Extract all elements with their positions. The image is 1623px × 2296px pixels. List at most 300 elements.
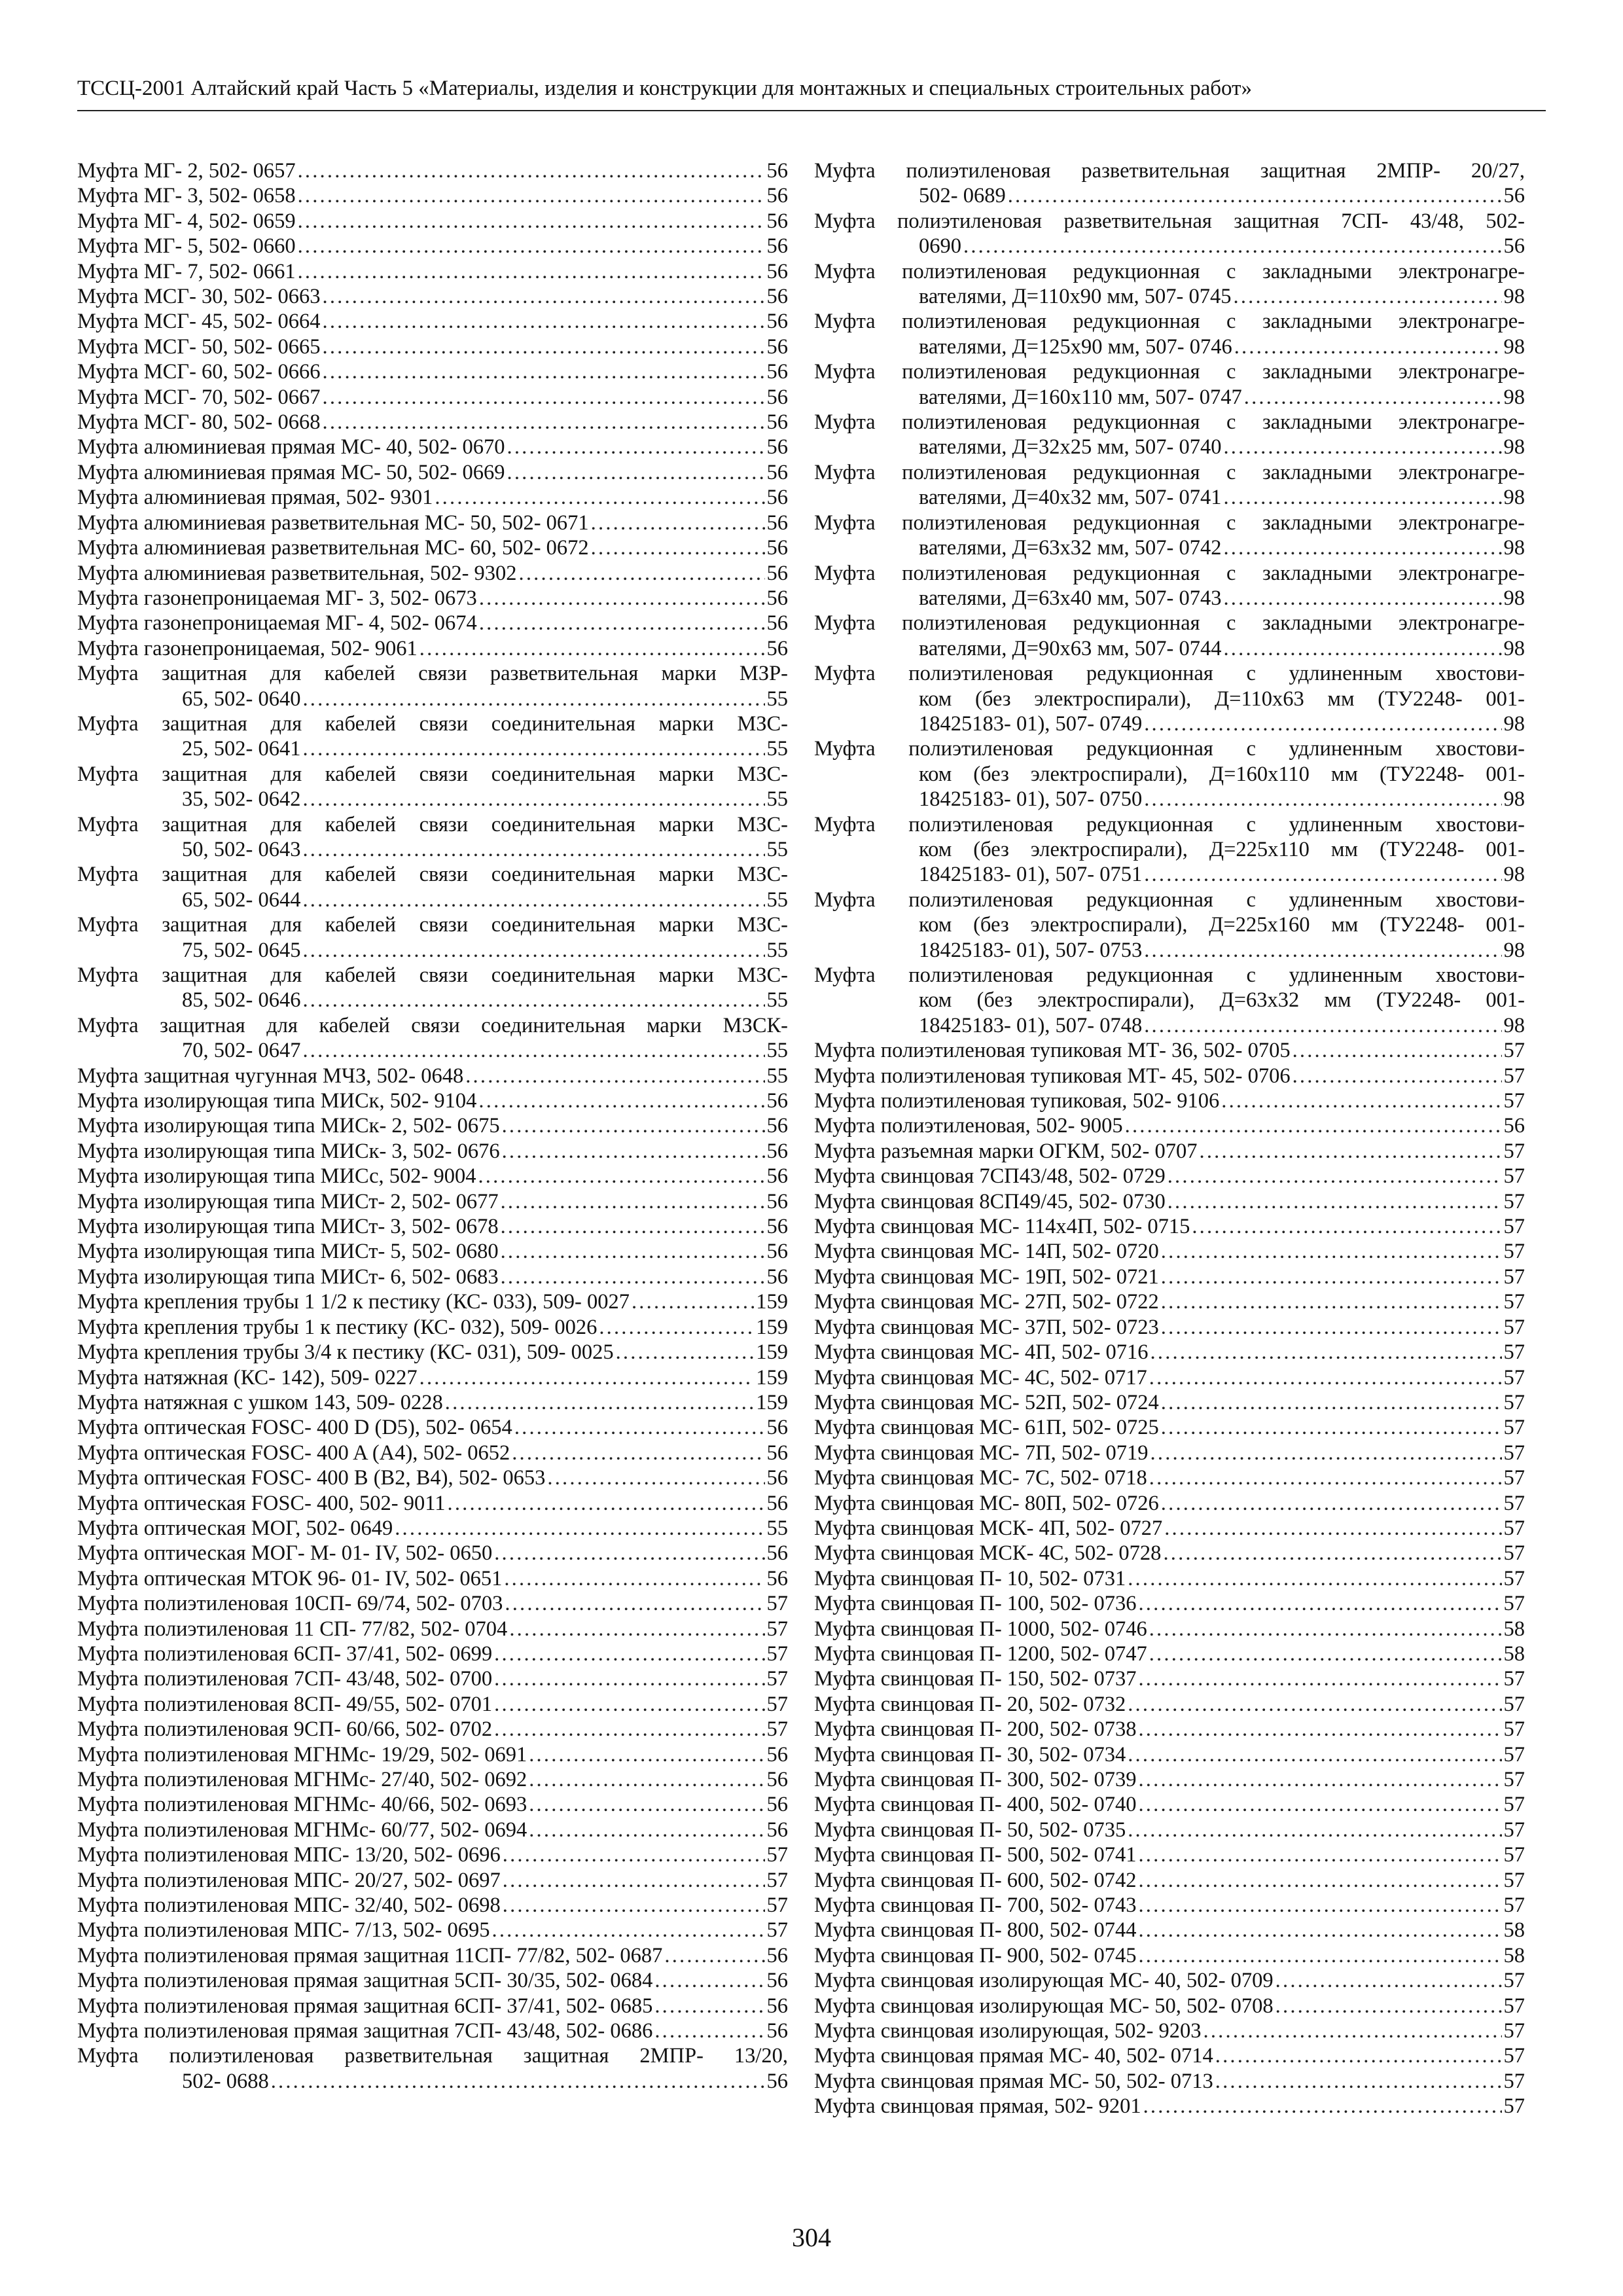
entry-text: Муфта МСГ- 60, 502- 0666 [77, 360, 321, 384]
entry-page-ref: 56 [766, 536, 788, 560]
entry-text: Муфта полиэтиленовая редукционная с удлиненным хвостови- [814, 662, 1525, 686]
index-entry [814, 1239, 1525, 1264]
entry-page-ref: 56 [766, 1541, 788, 1566]
index-entry [814, 1868, 1525, 1893]
index-entry [77, 1088, 788, 1113]
dot-leader [302, 938, 764, 963]
entry-text: Муфта газонепроницаемая, 502- 9061 [77, 636, 418, 660]
entry-page-ref: 57 [1503, 1441, 1525, 1465]
entry-page-ref: 56 [766, 1742, 788, 1767]
entry-text: Муфта алюминиевая прямая МС- 50, 502- 0669 [77, 460, 505, 484]
dot-leader [664, 1943, 764, 1968]
index-entry [77, 1265, 788, 1289]
dot-leader [1234, 334, 1502, 359]
entry-text: ком (без электроспирали), Д=110х63 мм (ТУ2248- 001- [919, 687, 1525, 711]
entry-page-ref: 56 [766, 1793, 788, 1817]
entry-page-ref: 55 [766, 737, 788, 761]
entry-page-ref: 57 [1503, 1592, 1525, 1616]
dot-leader [323, 385, 765, 410]
entry-text: Муфта МГ- 2, 502- 0657 [77, 159, 296, 183]
entry-page-ref: 57 [1503, 1416, 1525, 1440]
entry-page-ref: 98 [1503, 586, 1525, 610]
entry-text: Муфта полиэтиленовая 11 СП- 77/82, 502- 0704 [77, 1617, 508, 1641]
entry-text: Муфта защитная для кабелей связи соединительная марки МЗСК- [77, 1013, 788, 1037]
dot-leader [1204, 2018, 1502, 2043]
entry-text: Муфта свинцовая П- 400, 502- 0740 [814, 1793, 1137, 1817]
dot-leader [1150, 1441, 1502, 1465]
index-entry [77, 1918, 788, 1943]
entry-text: Муфта защитная для кабелей связи соединительная марки МЗС- [77, 863, 788, 887]
entry-page-ref: 98 [1503, 334, 1525, 359]
entry-text: Муфта изолирующая типа МИСт- 5, 502- 0680 [77, 1240, 499, 1264]
entry-page-ref: 57 [1503, 1315, 1525, 1339]
entry-text: Муфта защитная чугунная МЧЗ, 502- 0648 [77, 1064, 464, 1088]
index-entry [77, 1365, 788, 1390]
dot-leader [1223, 435, 1501, 459]
dot-leader [591, 535, 765, 560]
entry-text: Муфта полиэтиленовая редукционная с закладными электронагре- [814, 611, 1525, 636]
index-entry [814, 1289, 1525, 1314]
entry-text: Муфта защитная для кабелей связи соединительная марки МЗС- [77, 762, 788, 786]
entry-page-ref: 57 [1503, 1541, 1525, 1566]
dot-leader [302, 888, 764, 912]
index-entry [77, 1641, 788, 1666]
entry-page-ref: 57 [1503, 1390, 1525, 1414]
entry-page-ref: 56 [766, 561, 788, 585]
entry-text: Муфта свинцовая изолирующая, 502- 9203 [814, 2019, 1202, 2043]
index-entry [814, 1692, 1525, 1717]
entry-text: 18425183- 01), 507- 0751 [919, 863, 1143, 887]
entry-page-ref: 55 [766, 888, 788, 912]
index-entry [77, 1591, 788, 1616]
entry-page-ref: 57 [1503, 1039, 1525, 1063]
index-entry [814, 1541, 1525, 1566]
entry-text: Муфта разъемная марки ОГКМ, 502- 0707 [814, 1139, 1198, 1163]
dot-leader [302, 787, 764, 812]
dot-leader [494, 1666, 764, 1691]
entry-text: ком (без электроспирали), Д=225х160 мм (ТУ2248- 001- [919, 913, 1525, 937]
entry-text: Муфта полиэтиленовая редукционная с удлиненным хвостови- [814, 737, 1525, 761]
dot-leader [529, 1742, 764, 1767]
entry-page-ref: 57 [1503, 2069, 1525, 2093]
entry-page-ref: 159 [756, 1315, 788, 1339]
entry-text: Муфта защитная для кабелей связи соединительная марки МЗС- [77, 812, 788, 836]
dot-leader [302, 736, 764, 761]
entry-text: Муфта полиэтиленовая редукционная с закладными электронагре- [814, 259, 1525, 283]
entry-page-ref: 57 [1503, 2044, 1525, 2068]
entry-text: Муфта оптическая МТОК 96- 01- IV, 502- 0651 [77, 1566, 503, 1590]
entry-text: Муфта полиэтиленовая 10СП- 69/74, 502- 0703 [77, 1592, 503, 1616]
dot-leader [654, 2018, 764, 2043]
dot-leader [298, 234, 765, 259]
dot-leader [632, 1289, 754, 1314]
entry-page-ref: 57 [1503, 2094, 1525, 2119]
index-entry [77, 2018, 788, 2043]
entry-page-ref: 56 [766, 636, 788, 660]
dot-leader [1143, 2094, 1502, 2119]
dot-leader [1138, 1792, 1501, 1817]
dot-leader [1144, 1013, 1501, 1038]
dot-leader [1293, 1038, 1502, 1063]
entry-page-ref: 57 [1503, 1466, 1525, 1490]
entry-page-ref: 56 [766, 1943, 788, 1967]
index-entry [77, 1113, 788, 1138]
entry-text: 0690 [919, 234, 961, 259]
entry-page-ref: 98 [1503, 486, 1525, 510]
entry-text: Муфта полиэтиленовая МГНМс- 27/40, 502- 0692 [77, 1768, 527, 1791]
dot-leader [419, 1365, 755, 1390]
entry-text: Муфта свинцовая П- 500, 502- 0741 [814, 1843, 1137, 1867]
entry-text: Муфта свинцовая МС- 4П, 502- 0716 [814, 1340, 1149, 1365]
entry-page-ref: 56 [766, 184, 788, 208]
entry-text: Муфта свинцовая П- 600, 502- 0742 [814, 1868, 1137, 1892]
entry-page-ref: 56 [766, 586, 788, 610]
index-entry [814, 1792, 1525, 1817]
entry-text: Муфта свинцовая П- 900, 502- 0745 [814, 1943, 1137, 1967]
index-entry [814, 1340, 1525, 1365]
entry-page-ref: 159 [756, 1340, 788, 1365]
dot-leader [1149, 1365, 1502, 1390]
entry-page-ref: 57 [766, 1893, 788, 1918]
index-entry [814, 1516, 1525, 1541]
entry-text: Муфта оптическая FOSC- 400 D (D5), 502- 0654 [77, 1416, 512, 1440]
index-entry [77, 1742, 788, 1767]
dot-leader [1128, 1818, 1501, 1842]
entry-page-ref: 56 [766, 1491, 788, 1515]
dot-leader [494, 1641, 764, 1666]
entry-text: Муфта алюминиевая разветвительная МС- 50, 502- 0671 [77, 511, 589, 535]
entry-page-ref: 58 [1503, 1943, 1525, 1967]
entry-text: 502- 0689 [919, 184, 1006, 208]
dot-leader [1161, 1415, 1502, 1440]
dot-leader [1161, 1265, 1502, 1289]
entry-text: 18425183- 01), 507- 0750 [919, 787, 1143, 812]
index-entry [814, 1591, 1525, 1616]
entry-text: Муфта свинцовая МС- 4С, 502- 0717 [814, 1365, 1147, 1390]
entry-text: Муфта оптическая FOSC- 400 B (B2, B4), 502- 0653 [77, 1466, 546, 1490]
index-entry [77, 309, 788, 334]
entry-text: ком (без электроспирали), Д=160х110 мм (ТУ2248- 001- [919, 762, 1525, 786]
entry-text: Муфта полиэтиленовая разветвительная защитная 2МПР- 20/27, [814, 159, 1525, 183]
entry-page-ref: 57 [766, 1843, 788, 1867]
entry-text: Муфта крепления трубы 1 к пестику (КС- 032), 509- 0026 [77, 1315, 597, 1339]
dot-leader [1168, 1164, 1502, 1189]
dot-leader [1223, 586, 1501, 611]
dot-leader [1223, 636, 1501, 661]
entry-page-ref: 56 [766, 385, 788, 409]
entry-text: Муфта МСГ- 30, 502- 0663 [77, 285, 321, 309]
entry-text: Муфта крепления трубы 1 1/2 к пестику (КС- 033), 509- 0027 [77, 1290, 630, 1314]
entry-text: вателями, Д=125х90 мм, 507- 0746 [919, 334, 1232, 359]
dot-leader [445, 1390, 754, 1415]
entry-text: 18425183- 01), 507- 0749 [919, 711, 1143, 736]
entry-page-ref: 56 [766, 360, 788, 384]
entry-text: Муфта изолирующая типа МИСк- 3, 502- 0676 [77, 1139, 500, 1163]
dot-leader [1275, 1968, 1502, 1993]
dot-leader [298, 158, 765, 183]
entry-page-ref: 56 [1503, 184, 1525, 208]
index-entry [77, 1340, 788, 1365]
index-entry [814, 1189, 1525, 1214]
dot-leader [479, 611, 765, 636]
entry-page-ref: 57 [1503, 1868, 1525, 1892]
entry-text: ком (без электроспирали), Д=225х110 мм (ТУ2248- 001- [919, 837, 1525, 861]
entry-text: Муфта полиэтиленовая редукционная с закладными электронагре- [814, 511, 1525, 535]
entry-text: 35, 502- 0642 [182, 787, 301, 812]
entry-text: Муфта свинцовая прямая МС- 50, 502- 0713 [814, 2069, 1213, 2093]
dot-leader [323, 284, 765, 309]
entry-page-ref: 57 [1503, 1516, 1525, 1540]
dot-leader [298, 209, 765, 234]
entry-page-ref: 57 [1503, 1843, 1525, 1867]
index-entry [814, 1842, 1525, 1867]
index-entry [77, 1566, 788, 1591]
entry-text: вателями, Д=160х110 мм, 507- 0747 [919, 385, 1242, 409]
entry-text: Муфта полиэтиленовая 6СП- 37/41, 502- 0699 [77, 1641, 493, 1666]
entry-text: Муфта алюминиевая прямая МС- 40, 502- 0670 [77, 435, 505, 459]
entry-text: Муфта изолирующая типа МИСт- 2, 502- 0677 [77, 1189, 499, 1213]
index-entry [814, 611, 1525, 661]
dot-leader [503, 1842, 765, 1867]
entry-text: Муфта защитная для кабелей связи соединительная марки МЗС- [77, 913, 788, 937]
dot-leader [1149, 1641, 1502, 1666]
entry-page-ref: 55 [766, 938, 788, 962]
entry-text: Муфта изолирующая типа МИСс, 502- 9004 [77, 1164, 476, 1189]
entry-text: Муфта защитная для кабелей связи соединительная марки МЗС- [77, 711, 788, 736]
entry-page-ref: 56 [766, 1818, 788, 1842]
index-entry [814, 1666, 1525, 1691]
dot-leader [1138, 1591, 1501, 1616]
entry-page-ref: 56 [766, 259, 788, 283]
entry-text: Муфта алюминиевая разветвительная, 502- 9302 [77, 561, 517, 585]
dot-leader [1138, 1943, 1501, 1968]
dot-leader [507, 460, 765, 485]
index-entry [77, 1441, 788, 1465]
entry-text: Муфта защитная для кабелей связи соединительная марки МЗС- [77, 963, 788, 987]
index-entry [814, 1415, 1525, 1440]
entry-text: Муфта свинцовая МС- 61П, 502- 0725 [814, 1416, 1159, 1440]
entry-text: Муфта МГ- 4, 502- 0659 [77, 209, 296, 233]
entry-page-ref: 57 [1503, 1566, 1525, 1590]
entry-page-ref: 57 [1503, 1064, 1525, 1088]
dot-leader [519, 561, 765, 586]
index-entry [814, 561, 1525, 611]
entry-page-ref: 57 [1503, 1793, 1525, 1817]
dot-leader [502, 1139, 765, 1164]
index-entry [77, 2043, 788, 2094]
dot-leader [1161, 1289, 1502, 1314]
entry-page-ref: 159 [756, 1365, 788, 1390]
entry-text: Муфта свинцовая МС- 7С, 502- 0718 [814, 1466, 1147, 1490]
index-entry [77, 1139, 788, 1164]
dot-leader [1215, 2069, 1502, 2094]
entry-page-ref: 56 [766, 1994, 788, 2018]
index-entry [77, 1516, 788, 1541]
index-entry [814, 2069, 1525, 2094]
index-entry [77, 1893, 788, 1918]
dot-leader [501, 1214, 765, 1239]
entry-text: Муфта свинцовая П- 100, 502- 0736 [814, 1592, 1137, 1616]
dot-leader [1161, 1315, 1502, 1340]
entry-page-ref: 98 [1503, 536, 1525, 560]
entry-page-ref: 56 [766, 209, 788, 233]
index-entry [814, 309, 1525, 359]
index-entry [77, 284, 788, 309]
entry-text: Муфта свинцовая П- 20, 502- 0732 [814, 1692, 1126, 1716]
entry-page-ref: 56 [766, 1416, 788, 1440]
index-entry [77, 561, 788, 586]
entry-page-ref: 56 [766, 1466, 788, 1490]
index-entry [77, 511, 788, 535]
index-entry [814, 158, 1525, 209]
dot-leader [501, 1265, 765, 1289]
index-entry [77, 636, 788, 661]
entry-text: Муфта МГ- 3, 502- 0658 [77, 184, 296, 208]
entry-text: Муфта полиэтиленовая редукционная с закладными электронагре- [814, 460, 1525, 484]
index-column-left [77, 158, 788, 2094]
entry-text: Муфта свинцовая МС- 14П, 502- 0720 [814, 1240, 1159, 1264]
entry-page-ref: 57 [1503, 1189, 1525, 1213]
index-entry [814, 1214, 1525, 1239]
entry-text: Муфта свинцовая МСК- 4С, 502- 0728 [814, 1541, 1162, 1566]
entry-text: Муфта свинцовая 7СП43/48, 502- 0729 [814, 1164, 1166, 1189]
index-entry [77, 586, 788, 611]
dot-leader [505, 1591, 764, 1616]
index-entry [814, 1818, 1525, 1842]
entry-page-ref: 98 [1503, 636, 1525, 660]
index-entry [814, 1566, 1525, 1591]
entry-text: Муфта алюминиевая прямая, 502- 9301 [77, 486, 433, 510]
index-entry [77, 1415, 788, 1440]
entry-text: вателями, Д=90х63 мм, 507- 0744 [919, 636, 1222, 660]
entry-text: Муфта свинцовая МС- 80П, 502- 0726 [814, 1491, 1159, 1515]
entry-text: ком (без электроспирали), Д=63х32 мм (ТУ2248- 001- [919, 988, 1525, 1013]
index-entry [77, 1617, 788, 1641]
dot-leader [1125, 1113, 1502, 1138]
index-entry [814, 2094, 1525, 2119]
entry-text: 85, 502- 0646 [182, 988, 301, 1013]
entry-text: вателями, Д=63х40 мм, 507- 0743 [919, 586, 1222, 610]
dot-leader [503, 1893, 765, 1918]
dot-leader [1163, 1541, 1501, 1566]
entry-page-ref: 57 [766, 1641, 788, 1666]
dot-leader [514, 1415, 765, 1440]
entry-page-ref: 56 [1503, 1114, 1525, 1138]
entry-text: Муфта оптическая FOSC- 400 A (A4), 502- 0652 [77, 1441, 510, 1465]
dot-leader [323, 309, 765, 334]
entry-text: Муфта свинцовая П- 30, 502- 0734 [814, 1742, 1126, 1767]
entry-page-ref: 55 [766, 1039, 788, 1063]
index-entry [814, 1441, 1525, 1465]
dot-leader [492, 1918, 765, 1943]
dot-leader [1168, 1189, 1502, 1214]
dot-leader [512, 1441, 764, 1465]
index-column-right [814, 158, 1525, 2119]
dot-leader [1149, 1617, 1502, 1641]
entry-page-ref: 56 [766, 2069, 788, 2093]
entry-text: 65, 502- 0640 [182, 687, 301, 711]
index-entry [814, 1918, 1525, 1943]
dot-leader [1234, 284, 1502, 309]
entry-text: Муфта полиэтиленовая тупиковая, 502- 9106 [814, 1089, 1220, 1113]
index-entry [77, 158, 788, 183]
dot-leader [1161, 1239, 1502, 1264]
entry-page-ref: 57 [766, 1717, 788, 1742]
index-entry [77, 1315, 788, 1340]
entry-text: Муфта свинцовая изолирующая МС- 50, 502- 0708 [814, 1994, 1274, 2018]
entry-page-ref: 56 [766, 611, 788, 636]
entry-page-ref: 57 [1503, 1491, 1525, 1515]
entry-text: Муфта свинцовая МС- 19П, 502- 0721 [814, 1265, 1159, 1289]
entry-page-ref: 98 [1503, 1013, 1525, 1037]
dot-leader [302, 988, 764, 1013]
entry-text: Муфта полиэтиленовая редукционная с закладными электронагре- [814, 561, 1525, 585]
entry-page-ref: 55 [766, 787, 788, 812]
entry-text: Муфта полиэтиленовая редукционная с удлиненным хвостови- [814, 888, 1525, 912]
index-entry [814, 460, 1525, 511]
entry-text: Муфта полиэтиленовая МГНМс- 19/29, 502- 0691 [77, 1742, 527, 1767]
entry-page-ref: 55 [766, 837, 788, 861]
dot-leader [302, 837, 764, 862]
dot-leader [1223, 485, 1501, 510]
entry-page-ref: 57 [1503, 1240, 1525, 1264]
index-entry [814, 1390, 1525, 1415]
entry-text: Муфта полиэтиленовая прямая защитная 11СП- 77/82, 502- 0687 [77, 1943, 663, 1967]
entry-text: Муфта свинцовая П- 150, 502- 0737 [814, 1667, 1137, 1691]
entry-text: Муфта газонепроницаемая МГ- 3, 502- 0673 [77, 586, 477, 610]
dot-leader [271, 2069, 765, 2094]
dot-leader [298, 183, 765, 208]
dot-leader [1138, 1767, 1501, 1792]
entry-text: Муфта свинцовая МС- 37П, 502- 0723 [814, 1315, 1159, 1339]
dot-leader [1144, 862, 1501, 887]
index-entry [77, 862, 788, 912]
index-entry [77, 1465, 788, 1490]
index-entry [814, 1365, 1525, 1390]
dot-leader [1150, 1340, 1502, 1365]
entry-text: 25, 502- 0641 [182, 737, 301, 761]
entry-text: Муфта свинцовая П- 1000, 502- 0746 [814, 1617, 1147, 1641]
index-entry [814, 511, 1525, 561]
index-entry [77, 762, 788, 812]
dot-leader [503, 1868, 765, 1893]
index-entry [77, 963, 788, 1013]
index-entry [814, 1113, 1525, 1138]
index-entry [77, 1767, 788, 1792]
index-entry [814, 1742, 1525, 1767]
entry-text: Муфта натяжная с ушком 143, 509- 0228 [77, 1390, 443, 1414]
entry-text: Муфта полиэтиленовая редукционная с закладными электронагре- [814, 310, 1525, 334]
entry-page-ref: 56 [766, 1768, 788, 1791]
entry-page-ref: 56 [766, 511, 788, 535]
entry-text: 18425183- 01), 507- 0748 [919, 1013, 1143, 1037]
dot-leader [1008, 183, 1502, 208]
entry-page-ref: 56 [1503, 234, 1525, 259]
entry-page-ref: 56 [766, 1139, 788, 1163]
entry-text: Муфта свинцовая П- 700, 502- 0743 [814, 1893, 1137, 1918]
index-entry [77, 812, 788, 863]
dot-leader [478, 1088, 764, 1113]
index-entry [77, 259, 788, 284]
dot-leader [599, 1315, 754, 1340]
index-entry [77, 1792, 788, 1817]
index-entry [77, 1289, 788, 1314]
dot-leader [1144, 711, 1501, 736]
entry-text: Муфта полиэтиленовая редукционная с закладными электронагре- [814, 360, 1525, 384]
entry-page-ref: 55 [766, 687, 788, 711]
entry-text: Муфта свинцовая МС- 114х4П, 502- 0715 [814, 1215, 1190, 1239]
entry-page-ref: 56 [766, 334, 788, 359]
